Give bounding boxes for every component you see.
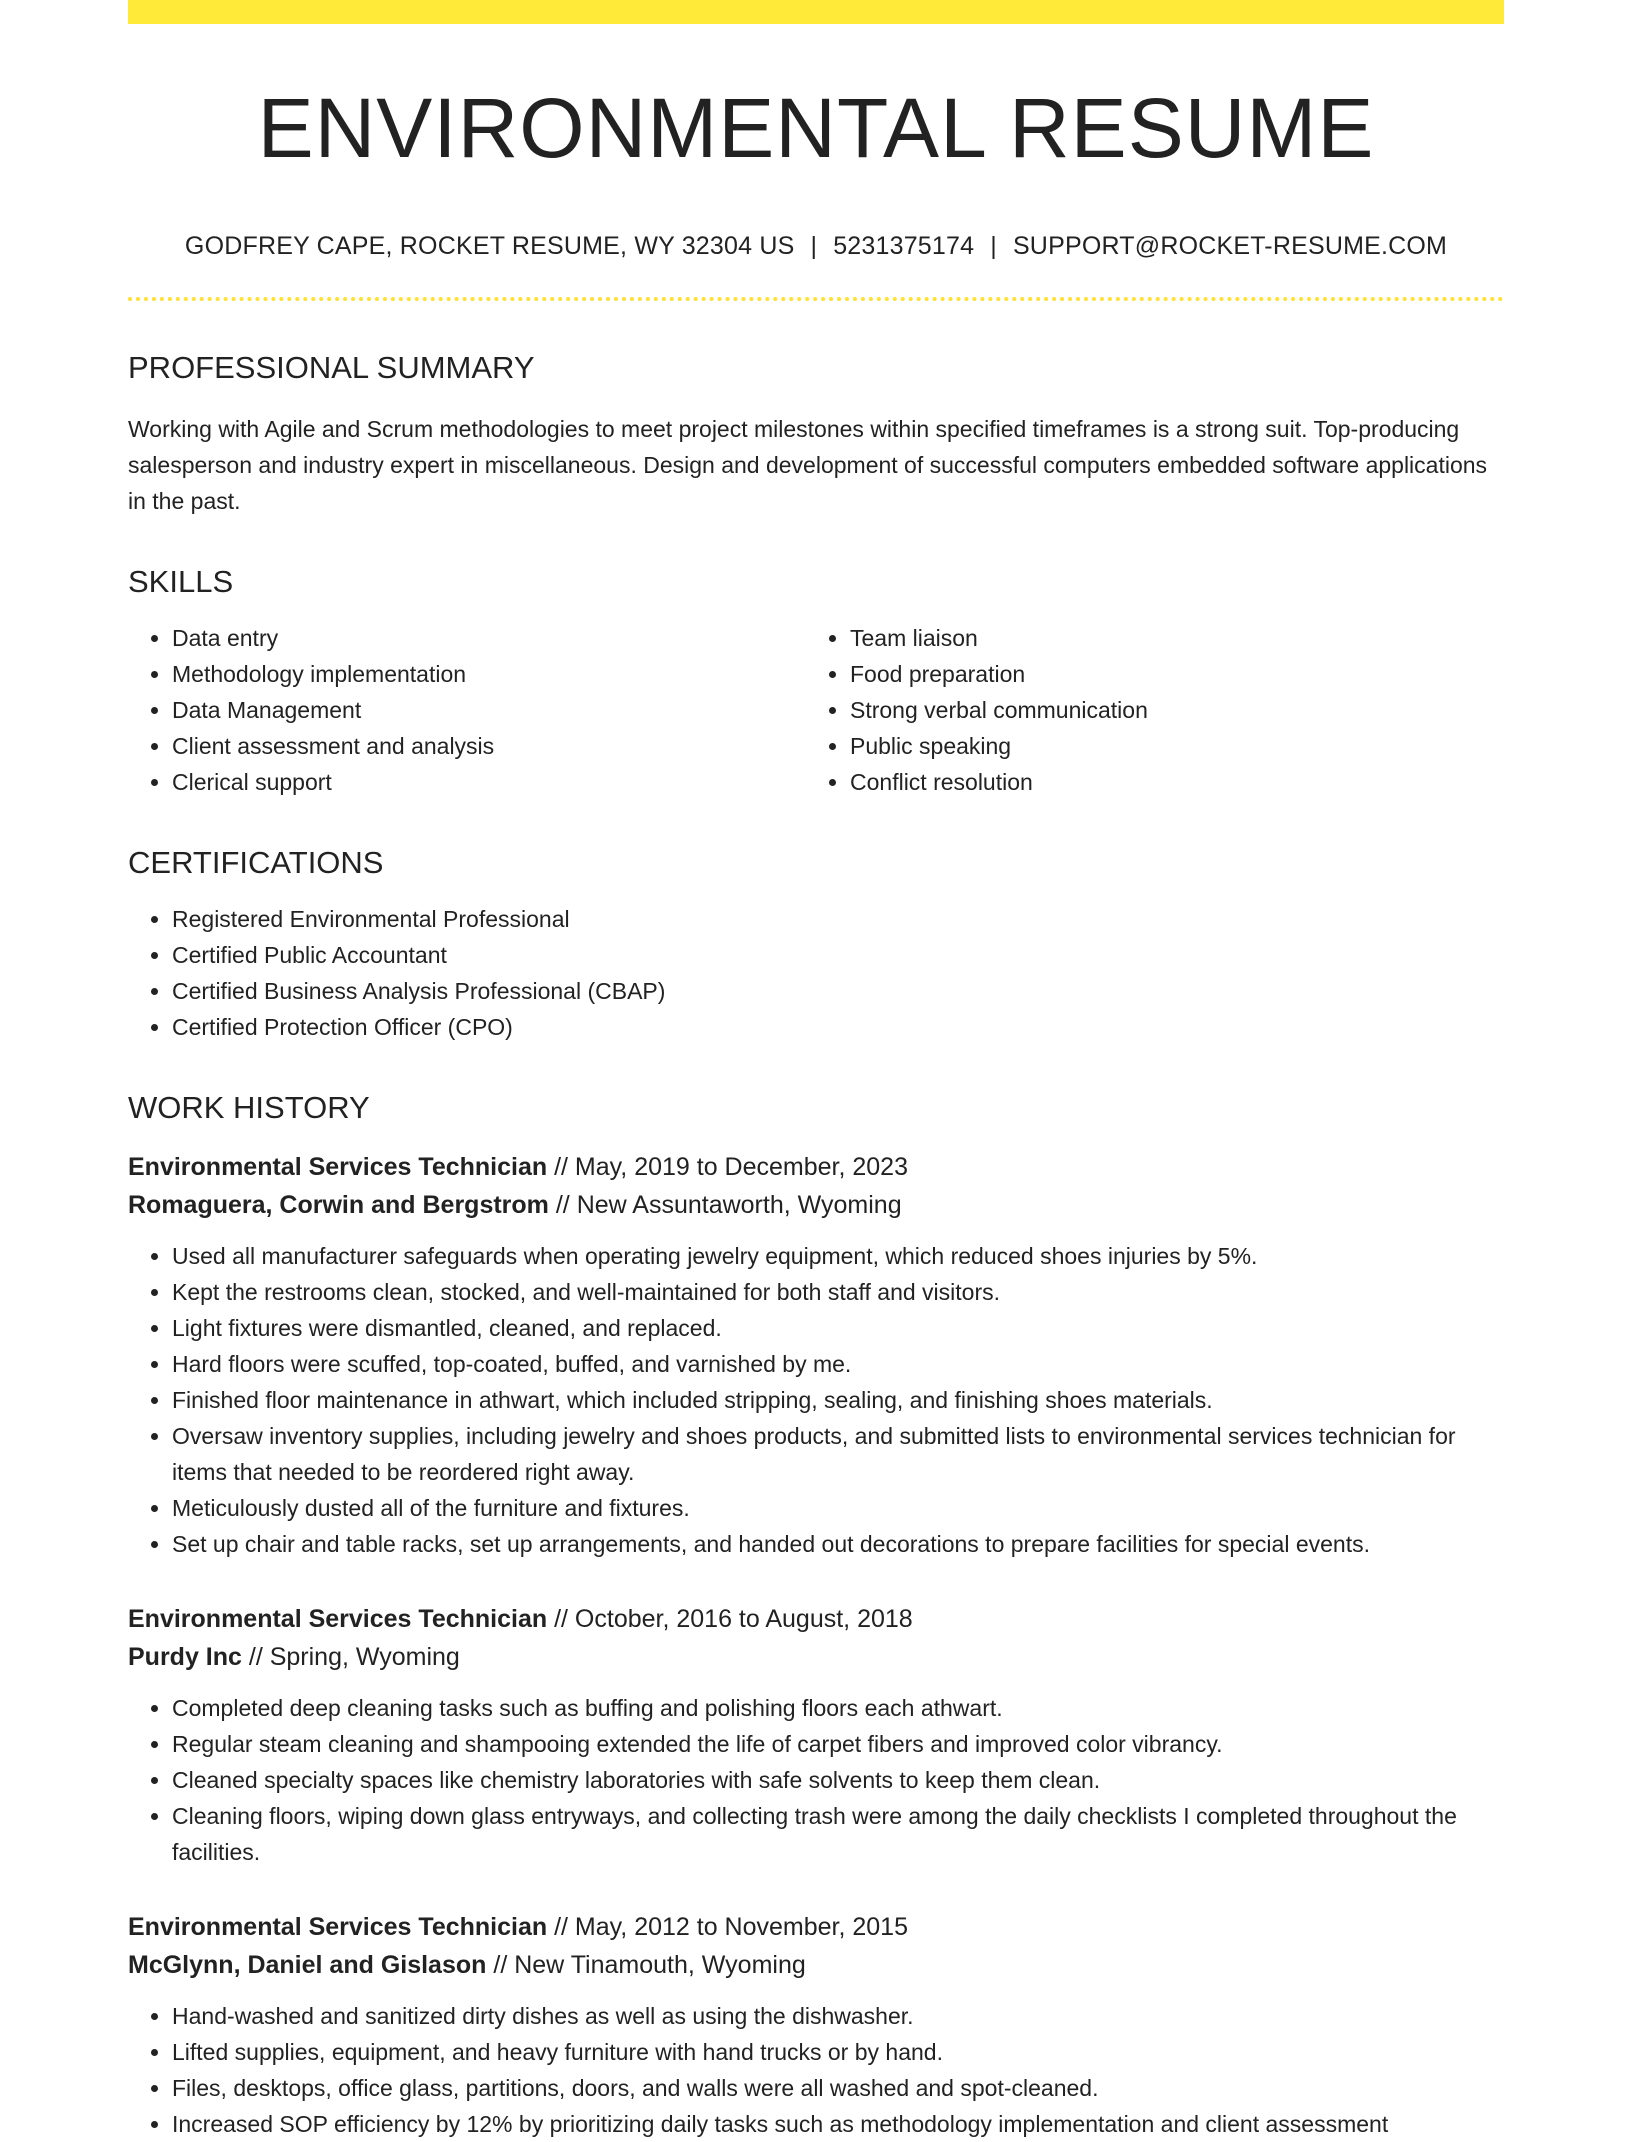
job-location: // New Tinamouth, Wyoming <box>486 1951 806 1980</box>
job-duty: • Oversaw inventory supplies, including jewelry and shoes products, and submitted lists to environmental services technician for items that needed to be reordered right away. <box>172 1418 1504 1490</box>
job-duty: • Cleaning floors, wiping down glass entryways, and collecting trash were among the daily checklists I completed throughout the facilities. <box>172 1798 1504 1870</box>
skill-item: • Methodology implementation <box>172 656 806 692</box>
job-duty: • Set up chair and table racks, set up arrangements, and handed out decorations to prepare facilities for special events. <box>172 1526 1504 1562</box>
job-company: McGlynn, Daniel and Gislason <box>128 1951 487 1980</box>
job-duty: • Used all manufacturer safeguards when operating jewelry equipment, which reduced shoes injuries by 5%. <box>172 1238 1504 1274</box>
certification-item: • Certified Protection Officer (CPO) <box>172 1009 1504 1045</box>
certifications-list <box>128 901 1504 1045</box>
skills-column-right <box>806 620 1484 800</box>
skill-item: • Public speaking <box>850 728 1484 764</box>
job-location: // Spring, Wyoming <box>241 1643 460 1672</box>
job-duty: • Kept the restrooms clean, stocked, and well-maintained for both staff and visitors. <box>172 1274 1504 1310</box>
skill-item: • Clerical support <box>172 764 806 800</box>
skill-item: • Strong verbal communication <box>850 692 1484 728</box>
job-duty: • Files, desktops, office glass, partitions, doors, and walls were all washed and spot-cleaned. <box>172 2070 1504 2106</box>
job-company: Romaguera, Corwin and Bergstrom <box>128 1191 549 1220</box>
skill-item: • Data Management <box>172 692 806 728</box>
job-duty: • Finished floor maintenance in athwart, which included stripping, sealing, and finishing shoes materials. <box>172 1382 1504 1418</box>
resume-page <box>128 0 1504 2142</box>
job-duty: • Hard floors were scuffed, top-coated, buffed, and varnished by me. <box>172 1346 1504 1382</box>
contact-address: GODFREY CAPE, ROCKET RESUME, WY 32304 US <box>184 232 795 261</box>
skill-item: • Food preparation <box>850 656 1484 692</box>
job-duty: • Lifted supplies, equipment, and heavy furniture with hand trucks or by hand. <box>172 2034 1504 2070</box>
resume-title: ENVIRONMENTAL RESUME <box>257 81 1375 175</box>
job-duty: • Light fixtures were dismantled, cleaned, and replaced. <box>172 1310 1504 1346</box>
job-company-line <box>128 1946 1504 1984</box>
work-history-heading: WORK HISTORY <box>128 1089 370 1125</box>
contact-separator: | <box>810 232 818 261</box>
certification-item: • Certified Business Analysis Professional (CBAP) <box>172 973 1504 1009</box>
job-company: Purdy Inc <box>128 1643 242 1672</box>
job-duty: • Meticulously dusted all of the furniture and fixtures. <box>172 1490 1504 1526</box>
contact-separator: | <box>990 232 997 261</box>
job-entry <box>128 1148 1504 1562</box>
job-duties <box>128 1998 1504 2142</box>
job-title-line <box>128 1600 1504 1638</box>
job-entry <box>128 1600 1504 1870</box>
job-duty: • Completed deep cleaning tasks such as buffing and polishing floors each athwart. <box>172 1690 1504 1726</box>
job-duties <box>128 1238 1504 1562</box>
job-dates: // May, 2019 to December, 2023 <box>547 1153 908 1182</box>
certification-item: • Certified Public Accountant <box>172 937 1504 973</box>
job-title: Environmental Services Technician <box>128 1153 548 1182</box>
skills-list <box>128 620 1504 800</box>
job-title: Environmental Services Technician <box>128 1913 548 1942</box>
job-title: Environmental Services Technician <box>128 1605 548 1634</box>
certification-item: • Registered Environmental Professional <box>172 901 1504 937</box>
job-duty: • Cleaned specialty spaces like chemistry laboratories with safe solvents to keep them clean. <box>172 1762 1504 1798</box>
summary-text: Working with Agile and Scrum methodologies to meet project milestones within specified timeframes is a strong suit. Top-producing salesperson and industry expert in miscellaneous. Design and development of successful computers embedded software applications in the past. <box>128 415 1488 514</box>
job-duty: • Regular steam cleaning and shampooing extended the life of carpet fibers and improved color vibrancy. <box>172 1726 1504 1762</box>
certifications-heading: CERTIFICATIONS <box>128 844 384 880</box>
job-duty: • Hand-washed and sanitized dirty dishes as well as using the dishwasher. <box>172 1998 1504 2034</box>
job-entry <box>128 1908 1504 2142</box>
job-title-line <box>128 1908 1504 1946</box>
job-duties <box>128 1690 1504 1870</box>
job-dates: // October, 2016 to August, 2018 <box>547 1605 913 1634</box>
job-title-line <box>128 1148 1504 1186</box>
job-location: // New Assuntaworth, Wyoming <box>548 1191 902 1220</box>
summary-heading: PROFESSIONAL SUMMARY <box>128 350 535 386</box>
skills-heading: SKILLS <box>128 563 234 599</box>
skills-column-left <box>128 620 806 800</box>
contact-line <box>128 232 1504 261</box>
contact-email[interactable]: SUPPORT@ROCKET-RESUME.COM <box>1012 232 1448 261</box>
header-divider <box>128 297 1504 301</box>
contact-phone[interactable]: 5231375174 <box>833 232 975 261</box>
skill-item: • Team liaison <box>850 620 1484 656</box>
skill-item: • Client assessment and analysis <box>172 728 806 764</box>
job-company-line <box>128 1186 1504 1224</box>
job-duty: • Increased SOP efficiency by 12% by prioritizing daily tasks such as methodology implementation and client assessment <box>172 2106 1504 2142</box>
job-company-line <box>128 1638 1504 1676</box>
accent-bar <box>128 0 1504 24</box>
skill-item: • Conflict resolution <box>850 764 1484 800</box>
skill-item: • Data entry <box>172 620 806 656</box>
job-dates: // May, 2012 to November, 2015 <box>547 1913 908 1942</box>
